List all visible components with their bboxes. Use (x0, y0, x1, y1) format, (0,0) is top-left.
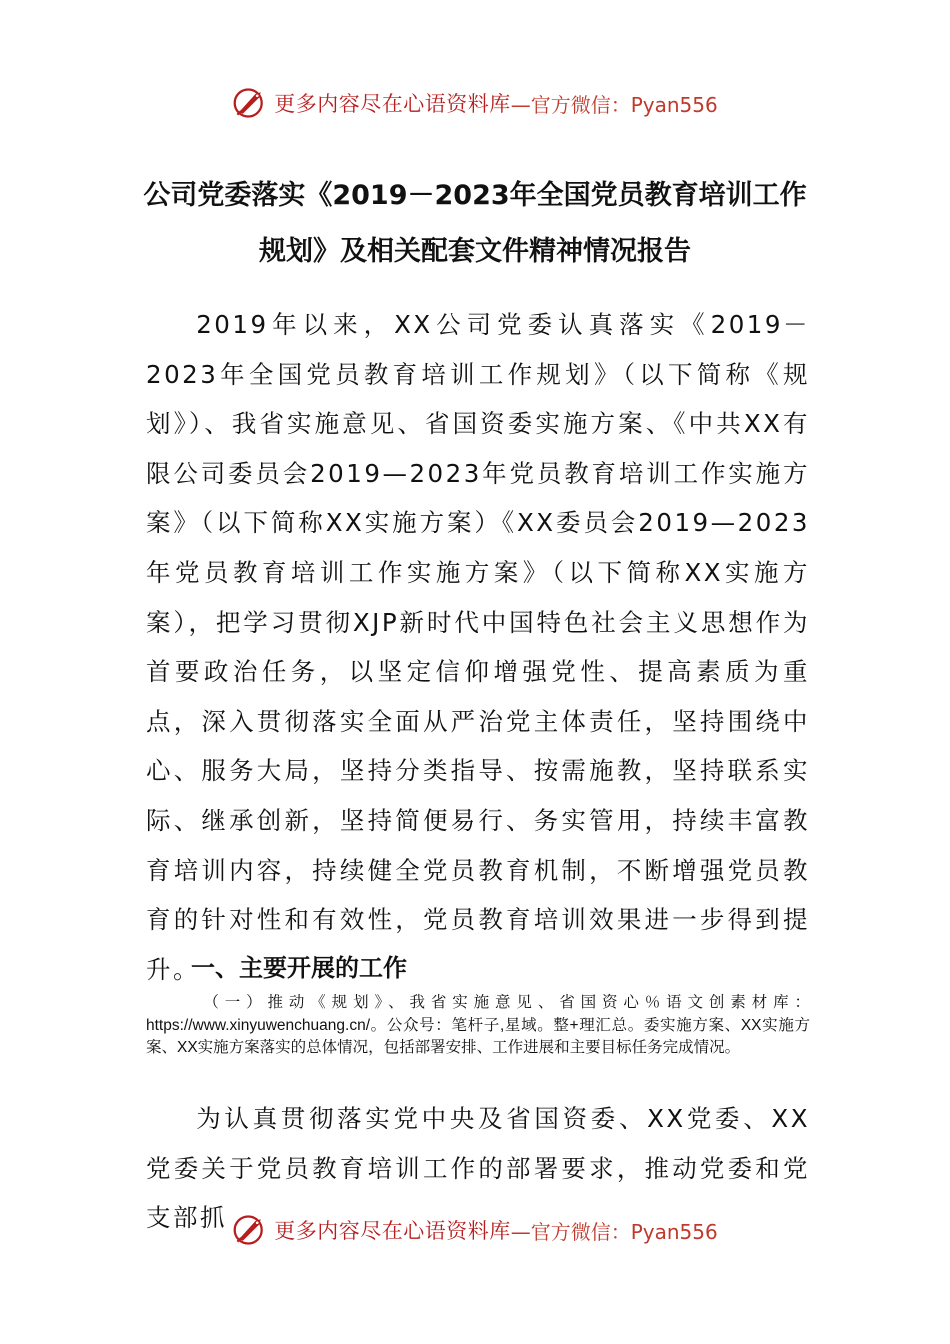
banner-text: 更多内容尽在心语资料库 (274, 1219, 511, 1243)
banner-wechat: —官方微信：Pyan556 (510, 92, 718, 117)
footer-watermark-banner (0, 1208, 950, 1252)
header-watermark-banner (0, 81, 950, 125)
pen-nib-logo-icon (232, 85, 268, 121)
paragraph-second: 为认真贯彻落实党中央及省国资委、XX党委、XX党委关于党员教育培训工作的部署要求，推动党委和党支部抓 (146, 1104, 810, 1233)
banner-wechat: —官方微信：Pyan556 (510, 1219, 718, 1244)
paragraph-intro: 2019年以来，XX公司党委认真落实《2019－2023年全国党员教育培训工作规划》（以下简称《规划》）、我省实施意见、省国资委实施方案、《中共XX有限公司委员会2019—2023年党员教育培训工作实施方案》（以下简称XX实施方案）《XX委员会2019—2023年党员教育培训工作实施方案》（以下简称XX实施方案），把学习贯彻XJP新时代中国特色社会主义思想作为首要政治任务，以坚定信仰增强党性、提高素质为重点，深入贯彻落实全面从严治党主体责任，坚持围绕中心、服务大局，坚持分类指导、按需施教，坚持联系实际、继承创新，坚持简便易行、务实管用，持续丰富教育培训内容，持续健全党员教育机制，不断增强党员教育的针对性和有效性，党员教育培训效果进一步得到提升。 (146, 310, 810, 984)
document-title: 公司党委落实《2019－2023年全国党员教育培训工作规划》及相关配套文件精神情况报告 (143, 180, 807, 267)
subsection-note: （一）推动《规划》、我省实施意见、省国资心％语文创素材库：https://www.xinyuwenchuang.cn/。公众号：笔杆子,星域。整+理汇总。委实施方案、XX实施方案、XX实施方案落实的总体情况，包括部署安排、工作进展和主要目标任务完成情况。 (146, 994, 810, 1056)
pen-nib-logo-icon (232, 1212, 268, 1248)
banner-text: 更多内容尽在心语资料库 (274, 92, 511, 116)
section-heading: 一、主要开展的工作 (191, 954, 407, 982)
